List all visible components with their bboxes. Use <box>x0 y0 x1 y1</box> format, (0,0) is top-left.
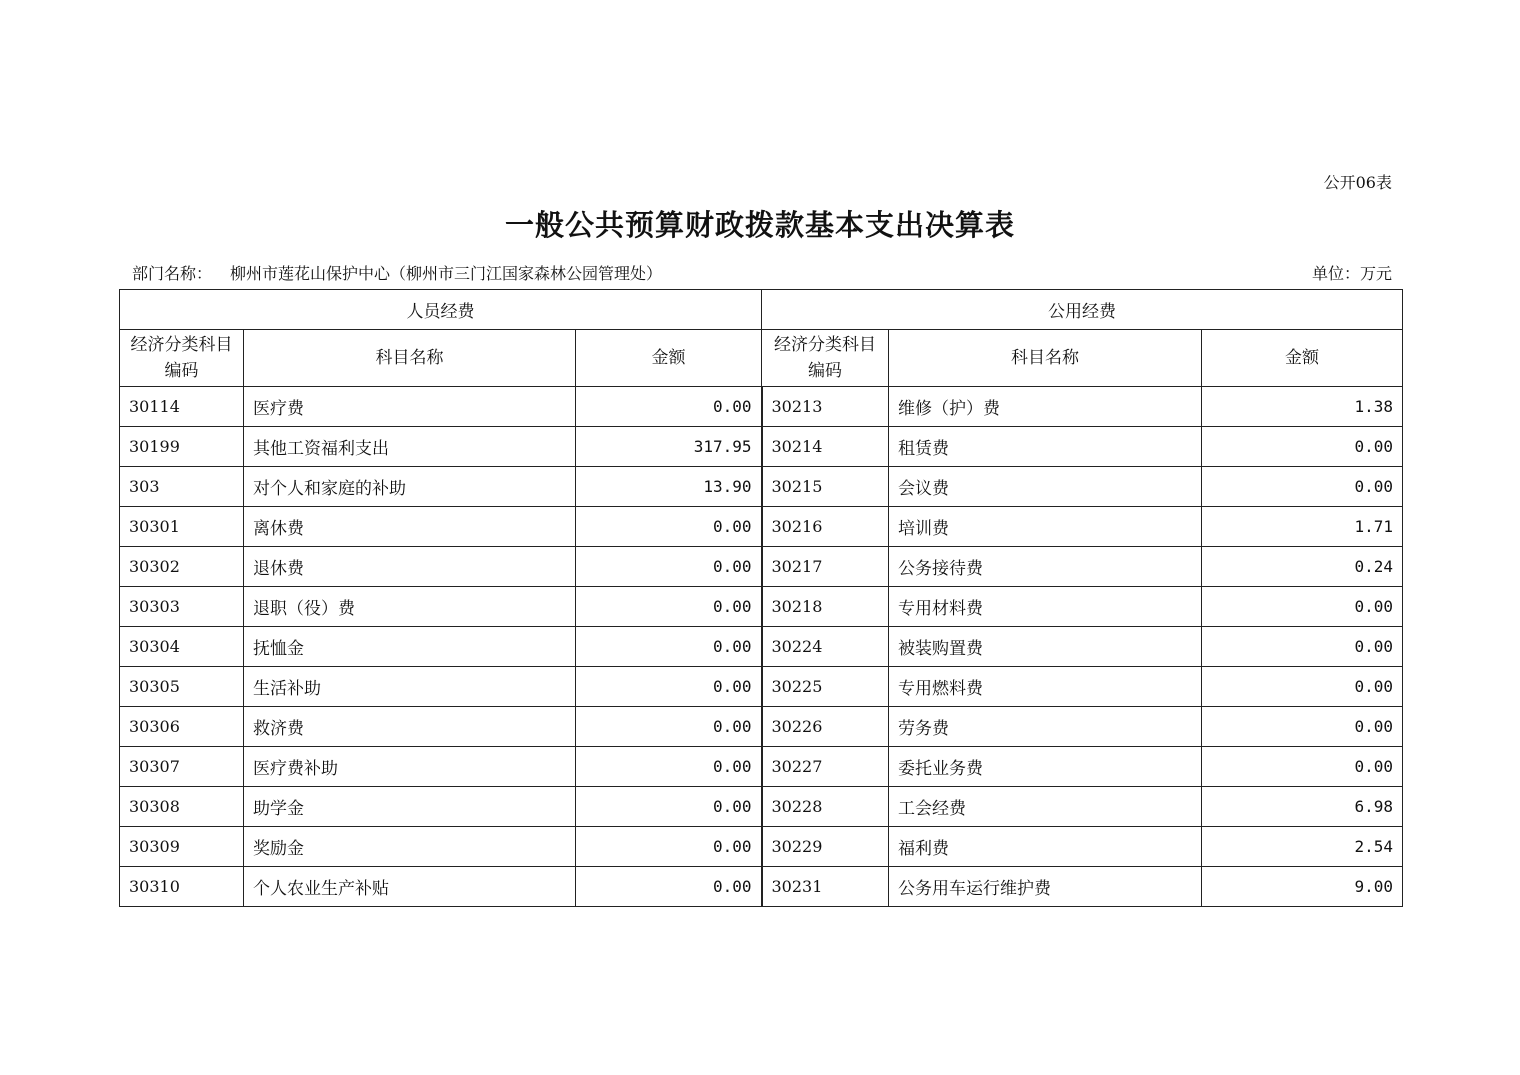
table-row <box>120 507 1403 547</box>
public-name-header: 科目名称 <box>889 330 1202 387</box>
public-amount-cell: 0.00 <box>1202 747 1403 787</box>
public-amount-cell: 0.00 <box>1202 467 1403 507</box>
personnel-code-cell: 30306 <box>120 707 244 747</box>
public-code-cell: 30215 <box>762 467 889 507</box>
personnel-amount-cell: 0.00 <box>576 587 762 627</box>
public-amount-header: 金额 <box>1202 330 1403 387</box>
personnel-name-cell: 医疗费 <box>244 387 576 427</box>
public-amount-cell: 1.71 <box>1202 507 1403 547</box>
department-name: 柳州市莲花山保护中心（柳州市三门江国家森林公园管理处） <box>230 264 663 283</box>
table-row <box>120 827 1403 867</box>
personnel-amount-cell: 0.00 <box>576 787 762 827</box>
public-amount-cell: 0.24 <box>1202 547 1403 587</box>
personnel-name-cell: 助学金 <box>244 787 576 827</box>
public-name-cell: 租赁费 <box>889 427 1202 467</box>
table-row <box>120 667 1403 707</box>
table-row <box>120 787 1403 827</box>
personnel-name-cell: 对个人和家庭的补助 <box>244 467 576 507</box>
public-code-header: 经济分类科目编码 <box>762 330 889 387</box>
table-row <box>120 467 1403 507</box>
table-body <box>120 387 1403 907</box>
public-name-cell: 公务接待费 <box>889 547 1202 587</box>
personnel-name-cell: 奖励金 <box>244 827 576 867</box>
public-amount-cell: 0.00 <box>1202 627 1403 667</box>
personnel-code-header: 经济分类科目编码 <box>120 330 244 387</box>
public-amount-cell: 0.00 <box>1202 707 1403 747</box>
public-code-cell: 30231 <box>762 867 889 907</box>
public-code-cell: 30218 <box>762 587 889 627</box>
personnel-name-cell: 救济费 <box>244 707 576 747</box>
public-name-cell: 会议费 <box>889 467 1202 507</box>
public-code-cell: 30228 <box>762 787 889 827</box>
personnel-code-cell: 30303 <box>120 587 244 627</box>
department-line <box>132 261 662 284</box>
personnel-name-cell: 退职（役）费 <box>244 587 576 627</box>
table-row <box>120 427 1403 467</box>
table-row <box>120 867 1403 907</box>
public-code-cell: 30217 <box>762 547 889 587</box>
table-row <box>120 707 1403 747</box>
group-header-row <box>120 290 1403 330</box>
personnel-name-cell: 抚恤金 <box>244 627 576 667</box>
personnel-code-cell: 30114 <box>120 387 244 427</box>
public-name-cell: 劳务费 <box>889 707 1202 747</box>
public-amount-cell: 2.54 <box>1202 827 1403 867</box>
personnel-amount-cell: 0.00 <box>576 507 762 547</box>
public-name-cell: 维修（护）费 <box>889 387 1202 427</box>
public-code-cell: 30225 <box>762 667 889 707</box>
personnel-amount-cell: 13.90 <box>576 467 762 507</box>
public-amount-cell: 1.38 <box>1202 387 1403 427</box>
personnel-amount-cell: 0.00 <box>576 387 762 427</box>
public-code-cell: 30214 <box>762 427 889 467</box>
personnel-amount-cell: 0.00 <box>576 867 762 907</box>
public-name-cell: 公务用车运行维护费 <box>889 867 1202 907</box>
personnel-name-cell: 医疗费补助 <box>244 747 576 787</box>
personnel-code-cell: 30301 <box>120 507 244 547</box>
form-code: 公开06表 <box>1323 173 1392 192</box>
personnel-code-cell: 30307 <box>120 747 244 787</box>
personnel-code-cell: 30305 <box>120 667 244 707</box>
table-row <box>120 627 1403 667</box>
personnel-name-cell: 其他工资福利支出 <box>244 427 576 467</box>
public-amount-cell: 0.00 <box>1202 667 1403 707</box>
public-amount-cell: 6.98 <box>1202 787 1403 827</box>
public-code-cell: 30229 <box>762 827 889 867</box>
personnel-amount-cell: 0.00 <box>576 747 762 787</box>
public-group-header: 公用经费 <box>762 290 1403 330</box>
personnel-amount-cell: 0.00 <box>576 547 762 587</box>
personnel-code-cell: 303 <box>120 467 244 507</box>
personnel-group-header: 人员经费 <box>120 290 762 330</box>
personnel-amount-cell: 0.00 <box>576 827 762 867</box>
public-name-cell: 专用材料费 <box>889 587 1202 627</box>
public-amount-cell: 0.00 <box>1202 427 1403 467</box>
personnel-code-cell: 30199 <box>120 427 244 467</box>
table-row <box>120 587 1403 627</box>
page-title: 一般公共预算财政拨款基本支出决算表 <box>504 208 1015 242</box>
personnel-name-cell: 离休费 <box>244 507 576 547</box>
public-name-cell: 培训费 <box>889 507 1202 547</box>
personnel-name-header: 科目名称 <box>244 330 576 387</box>
personnel-name-cell: 个人农业生产补贴 <box>244 867 576 907</box>
table-row <box>120 747 1403 787</box>
personnel-amount-cell: 0.00 <box>576 627 762 667</box>
personnel-amount-header: 金额 <box>576 330 762 387</box>
personnel-amount-cell: 0.00 <box>576 667 762 707</box>
public-amount-cell: 0.00 <box>1202 587 1403 627</box>
column-header-row <box>120 330 1403 387</box>
personnel-code-cell: 30302 <box>120 547 244 587</box>
public-name-cell: 被装购置费 <box>889 627 1202 667</box>
public-code-cell: 30216 <box>762 507 889 547</box>
public-name-cell: 福利费 <box>889 827 1202 867</box>
personnel-name-cell: 生活补助 <box>244 667 576 707</box>
table-row <box>120 547 1403 587</box>
public-name-cell: 工会经费 <box>889 787 1202 827</box>
personnel-code-cell: 30310 <box>120 867 244 907</box>
public-code-cell: 30213 <box>762 387 889 427</box>
public-amount-cell: 9.00 <box>1202 867 1403 907</box>
public-code-cell: 30224 <box>762 627 889 667</box>
personnel-code-cell: 30309 <box>120 827 244 867</box>
personnel-name-cell: 退休费 <box>244 547 576 587</box>
personnel-code-cell: 30304 <box>120 627 244 667</box>
unit-label: 单位：万元 <box>1311 264 1392 283</box>
personnel-amount-cell: 0.00 <box>576 707 762 747</box>
public-name-cell: 专用燃料费 <box>889 667 1202 707</box>
department-label: 部门名称： <box>132 264 213 283</box>
personnel-code-cell: 30308 <box>120 787 244 827</box>
budget-table <box>119 289 1403 907</box>
table-row <box>120 387 1403 427</box>
public-code-cell: 30226 <box>762 707 889 747</box>
public-code-cell: 30227 <box>762 747 889 787</box>
personnel-amount-cell: 317.95 <box>576 427 762 467</box>
public-name-cell: 委托业务费 <box>889 747 1202 787</box>
